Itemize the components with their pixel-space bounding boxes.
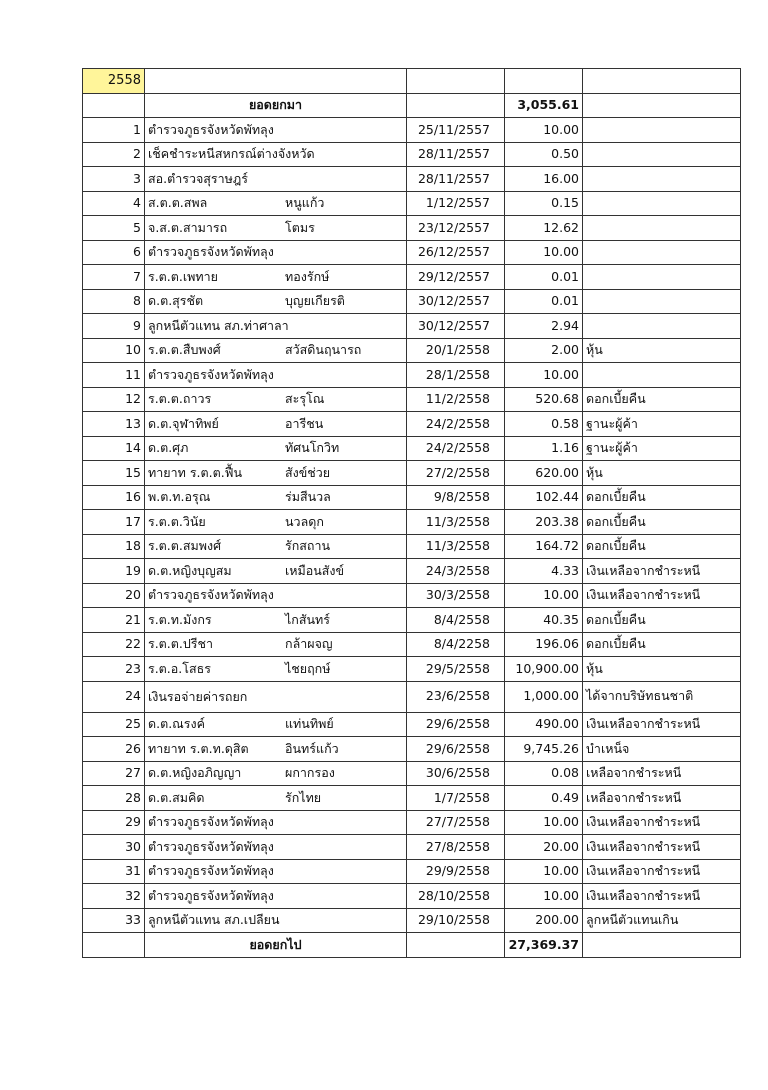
table-row: [83, 859, 741, 884]
row-date: 8/4/2558: [407, 608, 505, 633]
carried-forward-amount: 27,369.37: [505, 933, 583, 958]
table-row: [83, 681, 741, 712]
table-row: [83, 289, 741, 314]
row-name-first: ด.ต.หญิงอภิญญา: [148, 765, 242, 780]
row-name: [145, 908, 407, 933]
row-name: [145, 608, 407, 633]
row-amount: 10.00: [505, 240, 583, 265]
row-number: 33: [83, 908, 145, 933]
row-name-first: ด.ต.หญิงบุญสม: [148, 562, 232, 578]
row-number: 32: [83, 884, 145, 909]
row-amount: 490.00: [505, 712, 583, 737]
carried-forward-blank-note: [583, 933, 741, 958]
row-name-first: ทายาท ร.ต.ท.ดุสิต: [148, 740, 249, 756]
row-amount: 10.00: [505, 859, 583, 884]
row-name: [145, 884, 407, 909]
row-note: เงินเหลือจากชำระหนี: [583, 583, 741, 608]
row-date: 23/12/2557: [407, 216, 505, 241]
row-name-last: ไกสันทร์: [285, 611, 330, 627]
table-row: [83, 786, 741, 811]
row-number: 28: [83, 786, 145, 811]
row-note: ฐานะผู้ค้า: [583, 436, 741, 461]
row-number: 14: [83, 436, 145, 461]
table-row: [83, 118, 741, 143]
row-name-last: สังข์ช่วย: [285, 464, 331, 480]
row-number: 17: [83, 510, 145, 535]
row-note: [583, 118, 741, 143]
row-name-last: รักไทย: [285, 789, 322, 805]
row-name: [145, 265, 407, 290]
row-date: 9/8/2558: [407, 485, 505, 510]
row-note: [583, 142, 741, 167]
row-amount: 10.00: [505, 810, 583, 835]
row-number: 2: [83, 142, 145, 167]
row-date: 1/7/2558: [407, 786, 505, 811]
row-name: [145, 412, 407, 437]
row-amount: 1.16: [505, 436, 583, 461]
year-row: [83, 69, 741, 94]
row-amount: 9,745.26: [505, 737, 583, 762]
row-name-first: สอ.ตำรวจสุราษฎร์: [148, 170, 249, 186]
table-row: [83, 632, 741, 657]
row-name-first: ด.ต.ณรงค์: [148, 716, 205, 731]
row-name-last: บุญยเกียรติ: [285, 293, 345, 308]
row-date: 20/1/2558: [407, 338, 505, 363]
row-amount: 620.00: [505, 461, 583, 486]
row-name: [145, 363, 407, 388]
row-note: ดอกเบี้ยคืน: [583, 534, 741, 559]
row-name-first: ตำรวจภูธรจังหวัดพัทลุง: [148, 366, 274, 382]
row-note: เงินเหลือจากชำระหนี: [583, 859, 741, 884]
row-amount: 520.68: [505, 387, 583, 412]
table-row: [83, 559, 741, 584]
row-amount: 164.72: [505, 534, 583, 559]
row-note: [583, 240, 741, 265]
row-date: 30/6/2558: [407, 761, 505, 786]
row-name-first: ตำรวจภูธรจังหวัดพัทลุง: [148, 587, 274, 602]
row-name-first: ตำรวจภูธรจังหวัดพัทลุง: [148, 838, 274, 854]
row-note: ดอกเบี้ยคืน: [583, 608, 741, 633]
row-date: 29/10/2558: [407, 908, 505, 933]
row-number: 15: [83, 461, 145, 486]
row-name: [145, 387, 407, 412]
row-date: 11/3/2558: [407, 534, 505, 559]
row-name: [145, 583, 407, 608]
row-amount: 203.38: [505, 510, 583, 535]
table-row: [83, 240, 741, 265]
row-number: 27: [83, 761, 145, 786]
row-note: [583, 265, 741, 290]
row-amount: 10,900.00: [505, 657, 583, 682]
row-note: เหลือจากชำระหนี: [583, 786, 741, 811]
row-name: [145, 436, 407, 461]
table-row: [83, 908, 741, 933]
table-row: [83, 534, 741, 559]
row-date: 29/6/2558: [407, 712, 505, 737]
row-number: 11: [83, 363, 145, 388]
row-number: 16: [83, 485, 145, 510]
row-number: 30: [83, 835, 145, 860]
table-row: [83, 363, 741, 388]
row-date: 11/3/2558: [407, 510, 505, 535]
row-name-last: ไชยฤกษ์: [285, 660, 331, 676]
row-name-last: อารีชน: [285, 415, 324, 431]
row-name-last: รักสถาน: [285, 538, 331, 553]
row-name-first: ร.ต.ต.ปรีชา: [148, 636, 214, 651]
row-amount: 10.00: [505, 118, 583, 143]
row-name-last: ผกากรอง: [285, 765, 335, 780]
row-date: 29/12/2557: [407, 265, 505, 290]
row-name: [145, 167, 407, 192]
row-name-first: ตำรวจภูธรจังหวัดพัทลุง: [148, 244, 274, 259]
row-amount: 0.49: [505, 786, 583, 811]
row-note: [583, 314, 741, 339]
table-row: [83, 338, 741, 363]
row-name: [145, 216, 407, 241]
row-date: 28/1/2558: [407, 363, 505, 388]
table-row: [83, 216, 741, 241]
row-name: [145, 712, 407, 737]
row-name: [145, 810, 407, 835]
row-amount: 0.58: [505, 412, 583, 437]
row-date: 29/5/2558: [407, 657, 505, 682]
row-note: ดอกเบี้ยคืน: [583, 485, 741, 510]
row-number: 25: [83, 712, 145, 737]
row-note: ดอกเบี้ยคืน: [583, 387, 741, 412]
row-name: [145, 289, 407, 314]
row-name: [145, 835, 407, 860]
row-amount: 20.00: [505, 835, 583, 860]
row-date: 27/2/2558: [407, 461, 505, 486]
row-name-first: ร.ต.ต.วินัย: [148, 513, 206, 529]
row-name: [145, 737, 407, 762]
brought-forward-row: [83, 93, 741, 118]
row-name-first: เช็คชำระหนีสหกรณ์ต่างจังหวัด: [148, 146, 315, 161]
row-name-first: ตำรวจภูธรจังหวัดพัทลุง: [148, 121, 274, 137]
row-name-first: ด.ต.จุฬาทิพย์: [148, 415, 219, 431]
row-name-last: ทองรักษ์: [285, 268, 330, 284]
row-note: เงินเหลือจากชำระหนี: [583, 884, 741, 909]
row-amount: 1,000.00: [505, 681, 583, 712]
row-name-last: อินทร์แก้ว: [285, 740, 339, 756]
table-row: [83, 810, 741, 835]
row-name: [145, 786, 407, 811]
carried-forward-blank-date: [407, 933, 505, 958]
row-amount: 102.44: [505, 485, 583, 510]
row-date: 28/11/2557: [407, 142, 505, 167]
row-name-last: ร่มสีนวล: [285, 489, 331, 504]
table-row: [83, 510, 741, 535]
ledger-body: [83, 69, 741, 958]
row-amount: 10.00: [505, 884, 583, 909]
row-number: 21: [83, 608, 145, 633]
table-row: [83, 737, 741, 762]
row-date: 24/2/2558: [407, 436, 505, 461]
row-name-first: พ.ต.ท.อรุณ: [148, 489, 211, 504]
row-name-last: เหมือนสังข์: [285, 562, 345, 578]
table-row: [83, 167, 741, 192]
row-name: [145, 191, 407, 216]
row-note: [583, 216, 741, 241]
table-row: [83, 387, 741, 412]
row-name: [145, 657, 407, 682]
table-row: [83, 265, 741, 290]
row-name-first: ตำรวจภูธรจังหวัดพัทลุง: [148, 863, 274, 878]
row-date: 29/6/2558: [407, 737, 505, 762]
row-amount: 4.33: [505, 559, 583, 584]
row-name: [145, 314, 407, 339]
row-name: [145, 118, 407, 143]
row-note: ลูกหนีตัวแทนเกิน: [583, 908, 741, 933]
row-name-first: ด.ต.สุรชัต: [148, 293, 204, 308]
row-note: หุ้น: [583, 461, 741, 486]
table-row: [83, 314, 741, 339]
row-name-first: ด.ต.ศุภ: [148, 440, 189, 455]
ledger-table: [82, 68, 741, 958]
row-name-last: แท่นทิพย์: [285, 716, 334, 731]
row-date: 28/10/2558: [407, 884, 505, 909]
row-date: 1/12/2557: [407, 191, 505, 216]
row-note: ฐานะผู้ค้า: [583, 412, 741, 437]
row-number: 8: [83, 289, 145, 314]
row-name: [145, 859, 407, 884]
row-number: 4: [83, 191, 145, 216]
row-number: 3: [83, 167, 145, 192]
row-date: 24/3/2558: [407, 559, 505, 584]
row-name-last: สะรุโณ: [285, 391, 325, 406]
row-number: 12: [83, 387, 145, 412]
row-note: หุ้น: [583, 338, 741, 363]
row-name-first: ส.ต.ต.สพล: [148, 195, 208, 210]
row-note: [583, 289, 741, 314]
row-amount: 200.00: [505, 908, 583, 933]
row-amount: 40.35: [505, 608, 583, 633]
row-name-last: สวัสดินฤนารถ: [285, 342, 362, 357]
carried-forward-label: ยอดยกไป: [145, 933, 407, 958]
row-amount: 0.50: [505, 142, 583, 167]
row-amount: 10.00: [505, 363, 583, 388]
row-name-first: ตำรวจภูธรจังหวัดพัทลุง: [148, 887, 274, 903]
table-row: [83, 191, 741, 216]
row-amount: 0.01: [505, 265, 583, 290]
row-name: [145, 632, 407, 657]
row-note: หุ้น: [583, 657, 741, 682]
row-name-first: ร.ต.ท.มังกร: [148, 611, 212, 627]
row-name-last: นวลดุก: [285, 513, 324, 529]
table-row: [83, 461, 741, 486]
row-amount: 0.15: [505, 191, 583, 216]
table-row: [83, 485, 741, 510]
row-amount: 0.01: [505, 289, 583, 314]
row-date: 25/11/2557: [407, 118, 505, 143]
row-note: [583, 363, 741, 388]
row-note: [583, 191, 741, 216]
table-row: [83, 436, 741, 461]
row-note: ดอกเบี้ยคืน: [583, 510, 741, 535]
row-date: 24/2/2558: [407, 412, 505, 437]
row-name-first: จ.ส.ต.สามารถ: [148, 219, 228, 235]
carried-forward-blank: [83, 933, 145, 958]
table-row: [83, 142, 741, 167]
row-name: [145, 534, 407, 559]
row-date: 11/2/2558: [407, 387, 505, 412]
row-name-first: ร.ต.อ.โสธร: [148, 660, 211, 676]
row-date: 28/11/2557: [407, 167, 505, 192]
row-name: [145, 461, 407, 486]
row-amount: 0.08: [505, 761, 583, 786]
brought-forward-label: ยอดยกมา: [145, 93, 407, 118]
row-name-first: ลูกหนีตัวแทน สภ.ท่าศาลา: [148, 317, 289, 333]
row-note: เงินเหลือจากชำระหนี: [583, 712, 741, 737]
row-note: [583, 167, 741, 192]
row-name-first: ทายาท ร.ต.ต.ฟื้น: [148, 464, 243, 480]
row-name: [145, 681, 407, 712]
row-name-first: ด.ต.สมคิด: [148, 789, 205, 805]
row-note: เงินเหลือจากชำระหนี: [583, 835, 741, 860]
row-number: 29: [83, 810, 145, 835]
row-name-last: โตมร: [285, 219, 315, 235]
row-name: [145, 485, 407, 510]
row-name: [145, 338, 407, 363]
row-number: 10: [83, 338, 145, 363]
row-note: ดอกเบี้ยคืน: [583, 632, 741, 657]
row-amount: 12.62: [505, 216, 583, 241]
row-number: 1: [83, 118, 145, 143]
row-name: [145, 559, 407, 584]
year-row-blank: [145, 69, 407, 94]
row-name: [145, 761, 407, 786]
row-number: 23: [83, 657, 145, 682]
row-date: 23/6/2558: [407, 681, 505, 712]
carried-forward-row: [83, 933, 741, 958]
row-amount: 196.06: [505, 632, 583, 657]
row-amount: 16.00: [505, 167, 583, 192]
row-number: 19: [83, 559, 145, 584]
row-name-last: หนูแก้ว: [285, 195, 325, 210]
row-number: 26: [83, 737, 145, 762]
row-number: 5: [83, 216, 145, 241]
row-number: 7: [83, 265, 145, 290]
row-number: 31: [83, 859, 145, 884]
row-date: 30/3/2558: [407, 583, 505, 608]
row-number: 13: [83, 412, 145, 437]
table-row: [83, 583, 741, 608]
row-name: [145, 142, 407, 167]
row-date: 30/12/2557: [407, 314, 505, 339]
row-name-last: กล้าผจญ: [285, 636, 333, 651]
row-name-first: ร.ต.ต.ถาวร: [148, 391, 212, 406]
row-note: เงินเหลือจากชำระหนี: [583, 810, 741, 835]
year-cell: 2558: [83, 69, 145, 94]
row-date: 27/8/2558: [407, 835, 505, 860]
row-name-first: ร.ต.ต.สืบพงศ์: [148, 342, 221, 357]
table-row: [83, 712, 741, 737]
row-name-first: ตำรวจภูธรจังหวัดพัทลุง: [148, 814, 274, 829]
table-row: [83, 835, 741, 860]
table-row: [83, 608, 741, 633]
row-date: 26/12/2557: [407, 240, 505, 265]
table-row: [83, 884, 741, 909]
row-date: 8/4/2258: [407, 632, 505, 657]
row-note: เงินเหลือจากชำระหนี: [583, 559, 741, 584]
row-name-first: ลูกหนีตัวแทน สภ.เปลียน: [148, 912, 280, 927]
row-note: ได้จากบริษัทธนชาติ: [583, 681, 741, 712]
brought-forward-amount: 3,055.61: [505, 93, 583, 118]
row-number: 9: [83, 314, 145, 339]
row-date: 27/7/2558: [407, 810, 505, 835]
row-number: 20: [83, 583, 145, 608]
row-date: 30/12/2557: [407, 289, 505, 314]
row-name-first: ร.ต.ต.สมพงศ์: [148, 538, 222, 553]
row-amount: 2.94: [505, 314, 583, 339]
row-name: [145, 510, 407, 535]
row-number: 22: [83, 632, 145, 657]
table-row: [83, 761, 741, 786]
table-row: [83, 657, 741, 682]
row-amount: 10.00: [505, 583, 583, 608]
row-date: 29/9/2558: [407, 859, 505, 884]
row-number: 24: [83, 681, 145, 712]
row-name-first: ร.ต.ต.เพทาย: [148, 268, 218, 284]
row-amount: 2.00: [505, 338, 583, 363]
row-name-first: เงินรอจ่ายค่ารถยก: [148, 688, 248, 704]
row-number: 18: [83, 534, 145, 559]
row-note: บำเหน็จ: [583, 737, 741, 762]
table-row: [83, 412, 741, 437]
row-name-last: ทัศนโกวิท: [285, 440, 340, 455]
row-name: [145, 240, 407, 265]
ledger-sheet: [82, 68, 740, 958]
row-note: เหลือจากชำระหนี: [583, 761, 741, 786]
row-number: 6: [83, 240, 145, 265]
